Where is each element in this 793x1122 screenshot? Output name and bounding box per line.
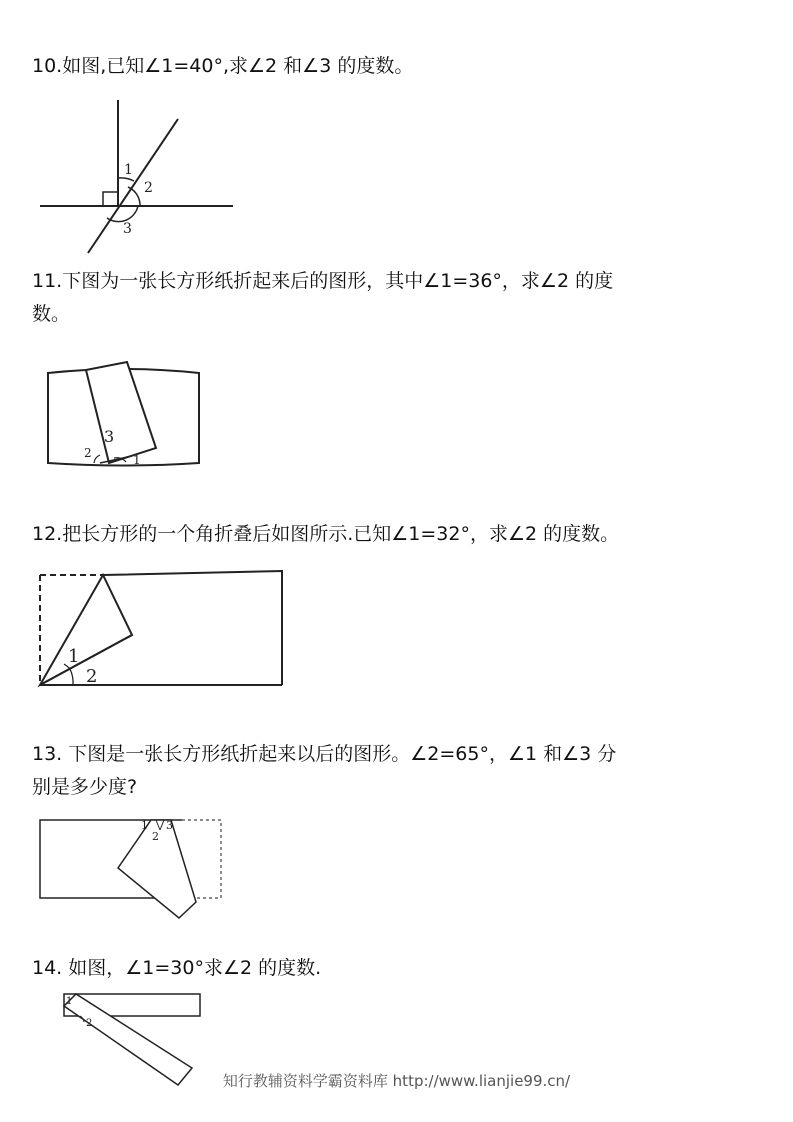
figure-q13 [36, 812, 228, 922]
angle-label-1: 1 [141, 819, 148, 832]
angle-label-3: 3 [166, 819, 173, 832]
angle-label-3: 3 [104, 427, 115, 446]
question-14-text [32, 952, 321, 985]
angle-2-arc [94, 455, 100, 463]
question-11-text [32, 265, 613, 331]
angle-label-1: 1 [124, 162, 133, 178]
footer-watermark: 知行教辅资料学霸资料库 http://www.lianjie99.cn/ [222, 1072, 571, 1090]
angle-2-arc [70, 669, 73, 685]
question-line: 14. 如图，∠1=30°求∠2 的度数. [32, 957, 322, 979]
angle-label-3: 3 [123, 221, 132, 237]
angle-label-2: 2 [86, 1018, 93, 1029]
figure-q12 [30, 565, 290, 695]
oblique-line [88, 119, 178, 253]
angle-label-1: 1 [133, 453, 141, 467]
angle-1-arc [118, 178, 134, 181]
question-line: 12.把长方形的一个角折叠后如图所示.已知∠1=32°，求∠2 的度数。 [32, 523, 620, 545]
figure-q10 [40, 95, 240, 260]
angle-label-2: 2 [84, 446, 92, 460]
question-10-text [32, 50, 413, 83]
folded-strip [86, 362, 156, 463]
question-line: 11.下图为一张长方形纸折起来后的图形，其中∠1=36°，求∠2 的度 [32, 270, 614, 292]
angle-label-2: 2 [86, 666, 98, 687]
angle-label-1: 1 [68, 646, 80, 667]
question-13-text [32, 738, 616, 804]
right-angle-mark [103, 192, 118, 206]
rectangle-right-edge [103, 571, 282, 685]
question-12-text [32, 518, 619, 551]
question-line: 别是多少度? [32, 776, 138, 798]
question-line: 数。 [32, 303, 71, 325]
figure-q11 [44, 358, 204, 473]
question-line: 10.如图,已知∠1=40°,求∠2 和∠3 的度数。 [32, 55, 414, 77]
angle-label-2: 2 [152, 830, 159, 843]
angle-label-1: 1 [66, 996, 73, 1007]
angle-label-2: 2 [144, 180, 153, 196]
question-line: 13. 下图是一张长方形纸折起来以后的图形。∠2=65°，∠1 和∠3 分 [32, 743, 617, 765]
